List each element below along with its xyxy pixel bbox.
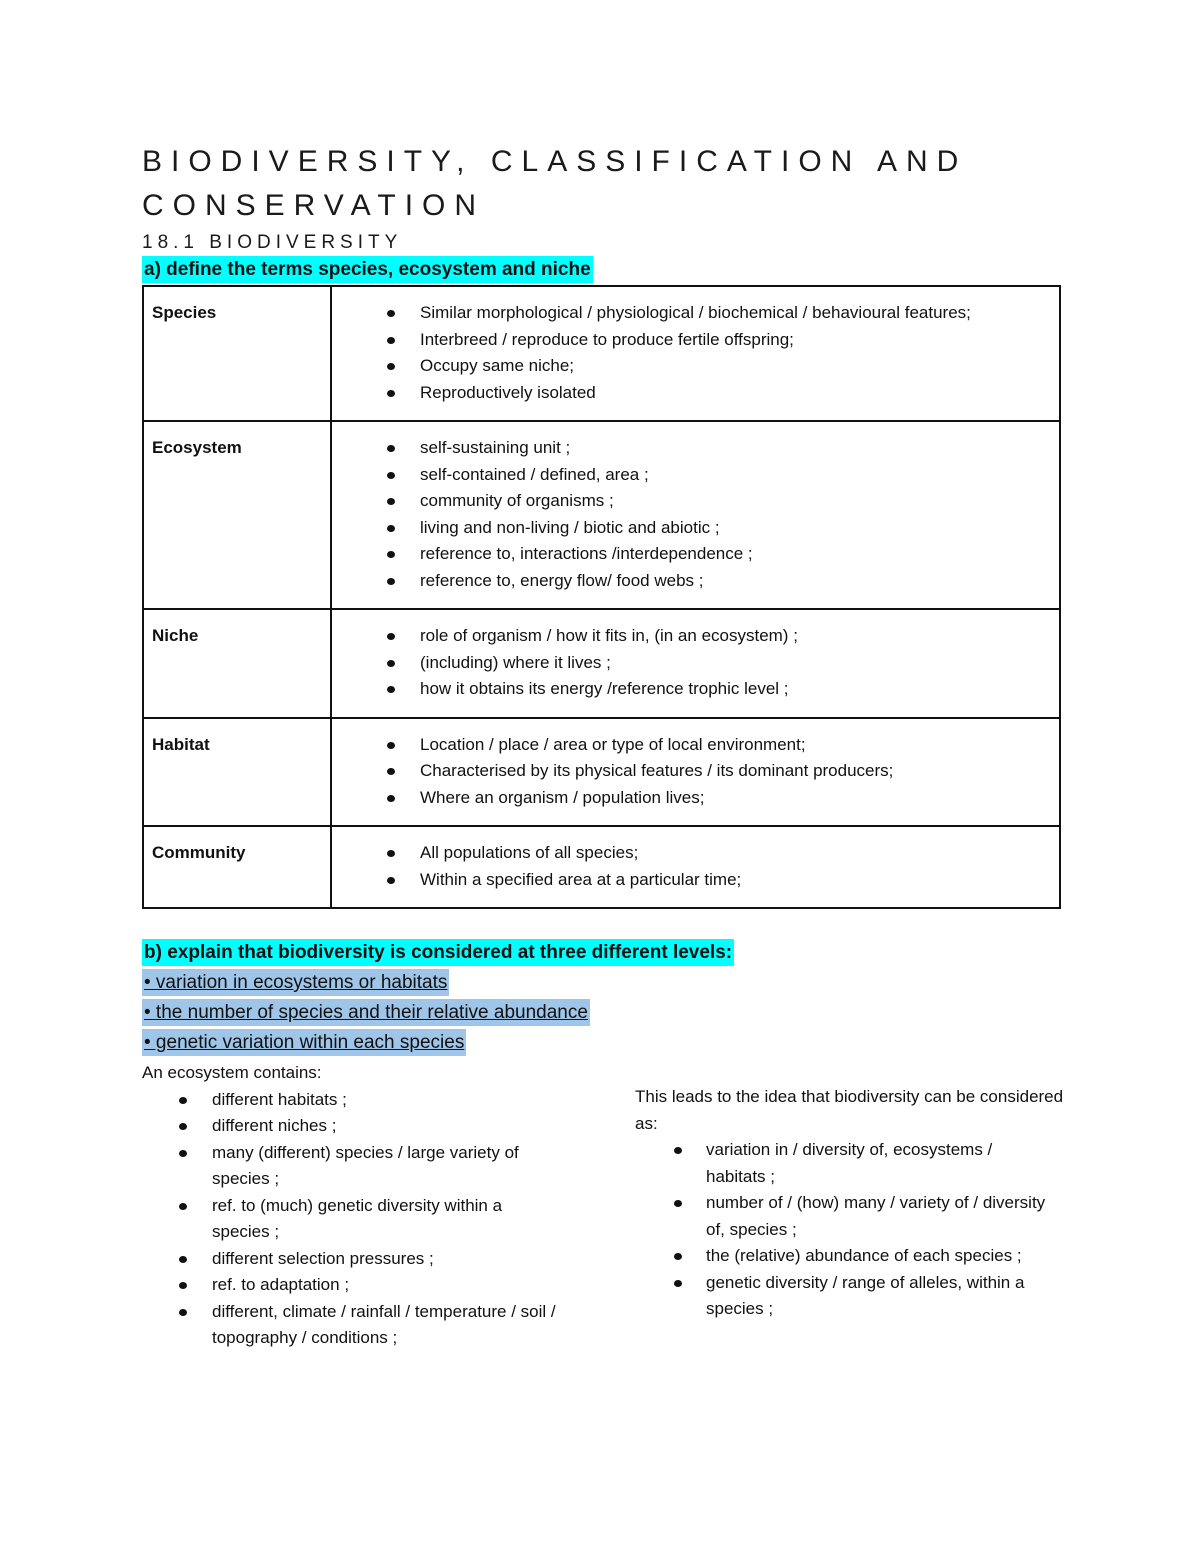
title-line-1: BIODIVERSITY, CLASSIFICATION AND (142, 145, 968, 178)
list-item (142, 1272, 572, 1299)
bullet-icon (179, 1123, 187, 1130)
document-page (142, 140, 1062, 1380)
term-cell: Species (143, 286, 331, 421)
bullet-icon (387, 472, 395, 479)
definition-points (340, 840, 1051, 893)
definition-row (143, 826, 1060, 908)
definition-point (420, 867, 1051, 894)
bullet-icon (387, 551, 395, 558)
bullet-icon (387, 445, 395, 452)
list-item (142, 1087, 572, 1114)
point-text: reference to, energy flow/ food webs ; (420, 570, 704, 590)
bullet-icon (387, 768, 395, 775)
bullet-icon (179, 1309, 187, 1316)
point-text: Interbreed / reproduce to produce fertile offspring; (420, 329, 794, 349)
bullet-icon (387, 578, 395, 585)
list-item (142, 1246, 572, 1273)
definition-point (420, 758, 1051, 785)
list-item-text: genetic diversity / range of alleles, within a species ; (706, 1272, 1025, 1318)
point-text: Reproductively isolated (420, 382, 596, 402)
level-item-ecosystems: • variation in ecosystems or habitats (142, 969, 449, 996)
definitions-table (142, 285, 1061, 909)
point-text: Location / place / area or type of local environment; (420, 734, 806, 754)
definition-point (420, 462, 1051, 489)
point-text: Where an organism / population lives; (420, 787, 705, 807)
bullet-icon (179, 1203, 187, 1210)
left-bullet-list (142, 1087, 572, 1352)
bullet-icon (387, 363, 395, 370)
definition-point (420, 541, 1051, 568)
title-line-2: CONSERVATION (142, 189, 486, 222)
definition-cell (331, 421, 1060, 609)
bullet-icon (387, 390, 395, 397)
point-text: Occupy same niche; (420, 356, 575, 375)
bullet-icon (674, 1200, 682, 1207)
level-item-genetic: • genetic variation within each species (142, 1029, 466, 1056)
definition-point (420, 732, 1051, 759)
point-text: self-contained / defined, area ; (420, 464, 649, 484)
list-item-text: different niches ; (212, 1116, 337, 1135)
list-item-text: the (relative) abundance of each species ; (706, 1246, 1022, 1265)
bullet-icon (387, 310, 395, 317)
two-column-notes (142, 1060, 1062, 1380)
bullet-icon (387, 850, 395, 857)
section-b-heading: b) explain that biodiversity is considered at three different levels: (142, 939, 734, 966)
definition-row (143, 421, 1060, 609)
bullet-icon (179, 1150, 187, 1157)
point-text: self-sustaining unit ; (420, 438, 571, 457)
section-b (142, 939, 1062, 1380)
bullet-icon (674, 1280, 682, 1287)
bullet-icon (387, 686, 395, 693)
definition-points (340, 732, 1051, 812)
list-item-text: different selection pressures ; (212, 1248, 434, 1268)
bullet-icon (387, 795, 395, 802)
point-text: role of organism / how it fits in, (in an ecosystem) ; (420, 626, 798, 645)
bullet-icon (387, 877, 395, 884)
bullet-icon (179, 1097, 187, 1104)
point-text: Similar morphological / physiological / biochemical / behavioural features; (420, 303, 971, 322)
point-text: All populations of all species; (420, 843, 639, 862)
list-item (635, 1190, 1065, 1243)
definition-points (340, 623, 1051, 703)
definition-cell (331, 286, 1060, 421)
definition-point (420, 650, 1051, 677)
bullet-icon (387, 337, 395, 344)
definition-points (340, 435, 1051, 594)
section-subtitle: 18.1 BIODIVERSITY (142, 232, 403, 253)
right-bullet-list (635, 1137, 1065, 1323)
document-title (142, 140, 1062, 228)
list-item (635, 1243, 1065, 1270)
right-column (635, 1084, 1065, 1323)
term-cell: Niche (143, 609, 331, 718)
definition-cell (331, 718, 1060, 827)
definition-point (420, 623, 1051, 650)
bullet-icon (387, 498, 395, 505)
list-item-text: different habitats ; (212, 1089, 347, 1109)
list-item (142, 1193, 572, 1246)
bullet-icon (387, 633, 395, 640)
point-text: (including) where it lives ; (420, 652, 611, 672)
list-item-text: variation in / diversity of, ecosystems / habitats ; (706, 1140, 993, 1186)
level-item-species: • the number of species and their relative abundance (142, 999, 590, 1026)
definition-point (420, 515, 1051, 542)
list-item (635, 1137, 1065, 1190)
definition-point (420, 488, 1051, 515)
term-cell: Community (143, 826, 331, 908)
list-item (142, 1140, 572, 1193)
point-text: reference to, interactions /interdependence ; (420, 544, 753, 563)
left-column (142, 1060, 572, 1352)
section-a (142, 256, 1062, 909)
bullet-icon (387, 660, 395, 667)
definition-point (420, 353, 1051, 380)
list-item (635, 1270, 1065, 1323)
bullet-icon (387, 742, 395, 749)
bullet-icon (674, 1147, 682, 1154)
bullet-icon (674, 1253, 682, 1260)
list-item (142, 1113, 572, 1140)
list-item-text: ref. to adaptation ; (212, 1275, 350, 1294)
point-text: community of organisms ; (420, 491, 614, 510)
point-text: Characterised by its physical features / its dominant producers; (420, 761, 894, 780)
definition-cell (331, 609, 1060, 718)
list-item-text: ref. to (much) genetic diversity within a species ; (212, 1195, 503, 1241)
definition-point (420, 380, 1051, 407)
definition-row (143, 718, 1060, 827)
definition-point (420, 785, 1051, 812)
section-a-heading: a) define the terms species, ecosystem and niche (142, 256, 593, 283)
list-item-text: number of / (how) many / variety of / diversity of, species ; (706, 1193, 1046, 1239)
term-cell: Habitat (143, 718, 331, 827)
bullet-icon (387, 525, 395, 532)
list-item-text: different, climate / rainfall / temperature / soil / topography / conditions ; (212, 1301, 556, 1347)
definition-points (340, 300, 1051, 406)
list-item-text: many (different) species / large variety of species ; (212, 1142, 519, 1188)
list-item (142, 1299, 572, 1352)
definition-cell (331, 826, 1060, 908)
bullet-icon (179, 1256, 187, 1263)
definition-row (143, 286, 1060, 421)
definition-point (420, 300, 1051, 327)
definition-point (420, 840, 1051, 867)
term-cell: Ecosystem (143, 421, 331, 609)
point-text: how it obtains its energy /reference trophic level ; (420, 679, 789, 698)
right-intro: This leads to the idea that biodiversity can be considered as: (635, 1087, 1064, 1133)
point-text: Within a specified area at a particular time; (420, 869, 742, 889)
definition-point (420, 568, 1051, 595)
definition-point (420, 327, 1051, 354)
point-text: living and non-living / biotic and abiotic ; (420, 517, 720, 537)
bullet-icon (179, 1282, 187, 1289)
definition-point (420, 435, 1051, 462)
definition-point (420, 676, 1051, 703)
left-intro: An ecosystem contains: (142, 1063, 322, 1082)
definition-row (143, 609, 1060, 718)
